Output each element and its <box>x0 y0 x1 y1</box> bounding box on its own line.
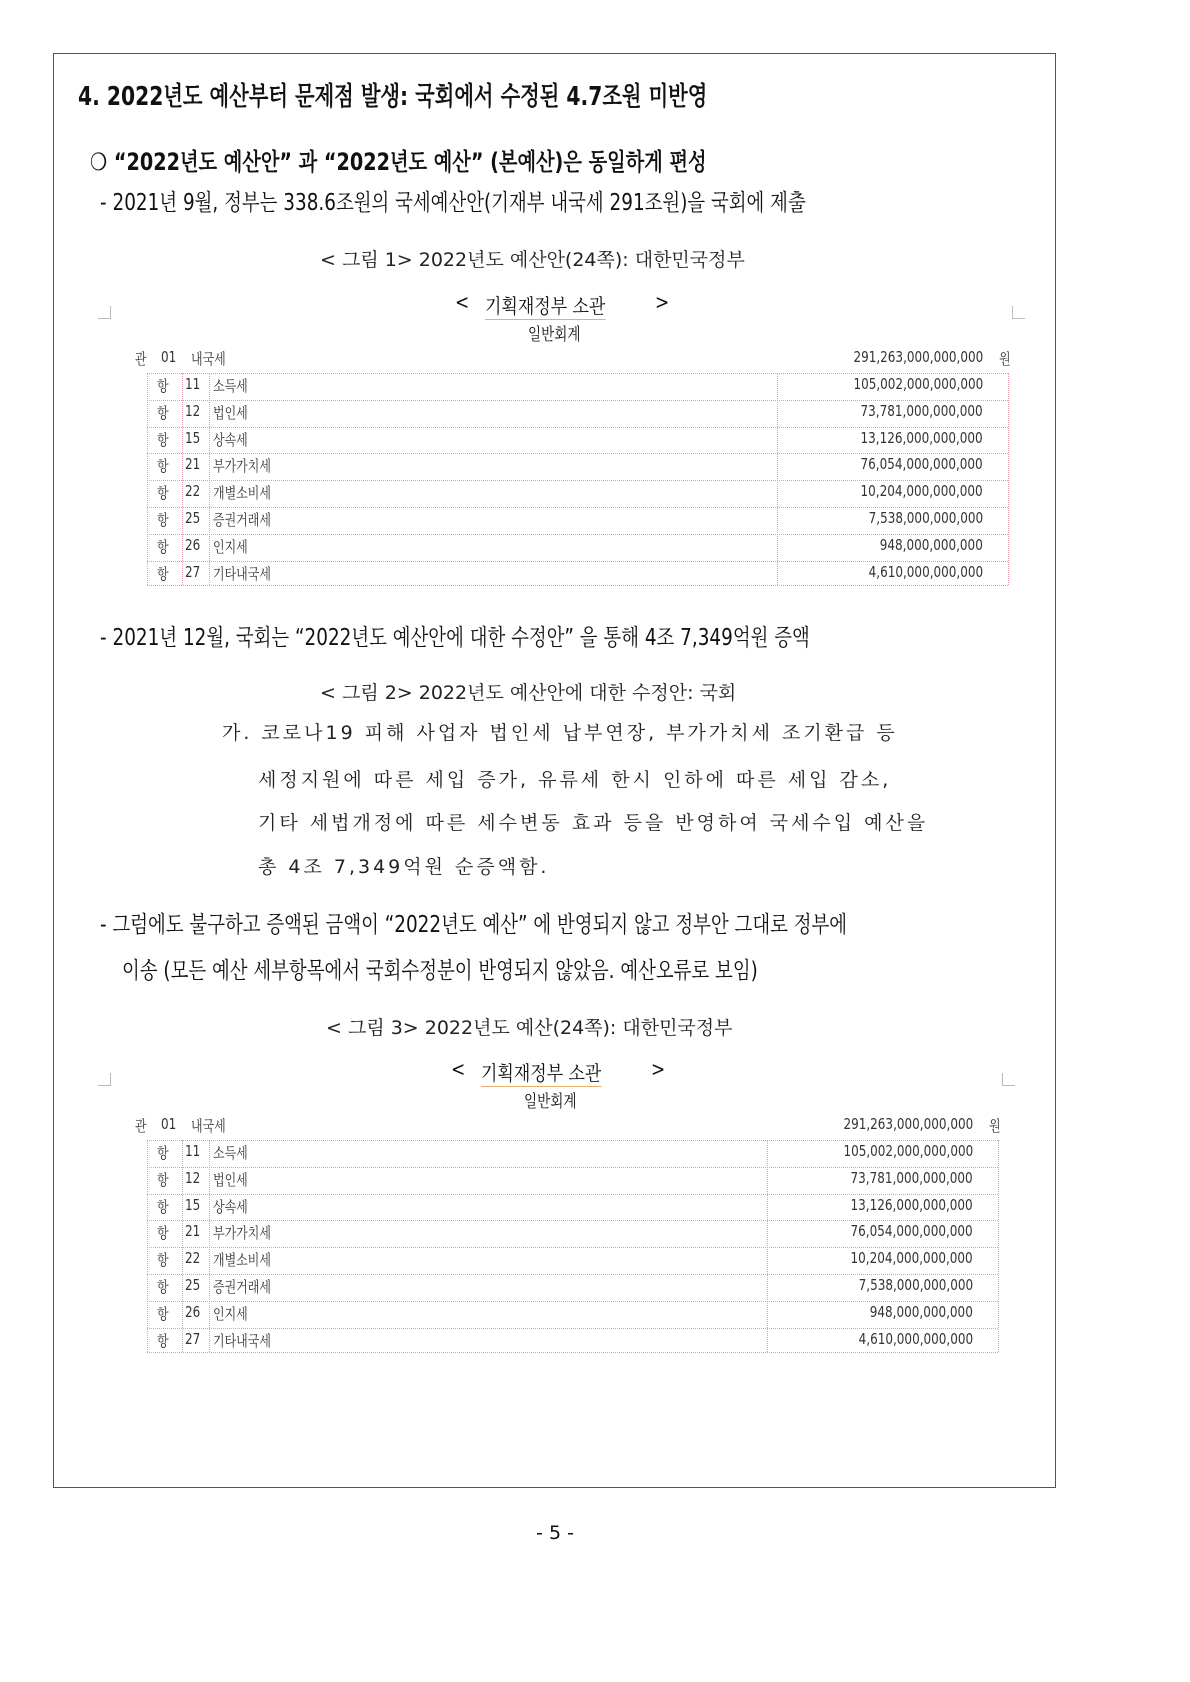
row-divider <box>147 373 1008 374</box>
amount: 10,204,000,000,000 <box>850 1249 973 1268</box>
row-divider <box>147 507 1008 508</box>
item-name: 인지세 <box>213 1304 248 1323</box>
table-title: 기획재정부 소관 <box>481 1057 601 1087</box>
figure-2-line: 세정지원에 따른 세입 증가, 유류세 한시 인하에 따른 세입 감소, <box>258 769 892 791</box>
kind-label: 항 <box>157 537 169 556</box>
amount: 10,204,000,000,000 <box>860 482 983 501</box>
table-title-right: > <box>651 1057 666 1081</box>
amount: 13,126,000,000,000 <box>850 1195 973 1214</box>
row-divider <box>147 1247 998 1248</box>
code-label: 21 <box>185 455 201 474</box>
row-divider <box>147 561 1008 562</box>
amount: 4,610,000,000,000 <box>858 1329 973 1348</box>
column-divider <box>767 1140 768 1352</box>
amount: 73,781,000,000,000 <box>850 1168 973 1187</box>
code-label: 25 <box>185 1276 201 1294</box>
code-label: 26 <box>185 535 201 554</box>
kind-label: 항 <box>157 457 169 476</box>
code-label: 26 <box>185 1302 201 1321</box>
item-name: 소득세 <box>213 377 248 395</box>
kind-label: 항 <box>157 1278 169 1296</box>
page-number: - 5 - <box>536 1522 574 1544</box>
amount: 76,054,000,000,000 <box>850 1222 973 1241</box>
paragraph-2: - 2021년 12월, 국회는 “2022년도 예산안에 대한 수정안” 을 통해 4조 7,349억원 증액 <box>100 625 810 651</box>
column-divider <box>998 1140 999 1352</box>
item-name: 인지세 <box>213 537 248 556</box>
figure-2-line: 기타 세법개정에 따른 세수변동 효과 등을 반영하여 국세수입 예산을 <box>258 812 929 834</box>
kind-label: 관 <box>135 350 147 368</box>
column-divider <box>147 1140 148 1352</box>
row-divider <box>147 534 1008 535</box>
code-label: 11 <box>185 375 201 393</box>
code-label: 22 <box>185 482 201 501</box>
kind-label: 항 <box>157 1170 169 1189</box>
code-label: 01 <box>161 348 177 366</box>
column-divider <box>209 1140 210 1352</box>
figure-1-caption: < 그림 1> 2022년도 예산안(24쪽): 대한민국정부 <box>320 249 745 271</box>
item-name: 개별소비세 <box>213 484 271 503</box>
code-label: 25 <box>185 509 201 527</box>
amount: 948,000,000,000 <box>869 1302 973 1321</box>
paragraph-1: - 2021년 9월, 정부는 338.6조원의 국세예산안(기재부 내국세 291조원)을 국회에 제출 <box>100 190 806 216</box>
corner-mark <box>98 1073 111 1086</box>
amount: 7,538,000,000,000 <box>868 509 983 527</box>
code-label: 21 <box>185 1222 201 1241</box>
code-label: 27 <box>185 1329 201 1348</box>
row-divider <box>147 1140 998 1141</box>
item-name: 부가가치세 <box>213 1224 271 1243</box>
code-label: 15 <box>185 1195 201 1214</box>
circle-bullet-icon: ❍ <box>90 148 108 176</box>
column-divider <box>1008 373 1009 585</box>
paragraph-3-line-2: 이송 (모든 예산 세부항목에서 국회수정분이 반영되지 않았음. 예산오류로 보임) <box>122 958 758 984</box>
row-divider <box>147 1167 998 1168</box>
item-name: 내국세 <box>191 350 226 368</box>
row-divider <box>147 453 1008 454</box>
amount: 105,002,000,000,000 <box>843 1142 973 1160</box>
kind-label: 항 <box>157 1331 169 1350</box>
code-label: 12 <box>185 1168 201 1187</box>
row-divider <box>147 400 1008 401</box>
kind-label: 항 <box>157 484 169 503</box>
kind-label: 항 <box>157 1304 169 1323</box>
code-label: 15 <box>185 428 201 447</box>
section-heading: 4. 2022년도 예산부터 문제점 발생: 국회에서 수정된 4.7조원 미반영 <box>78 82 708 112</box>
amount: 73,781,000,000,000 <box>860 401 983 420</box>
item-name: 내국세 <box>191 1117 226 1135</box>
code-label: 12 <box>185 401 201 420</box>
corner-mark <box>1012 306 1025 319</box>
amount: 291,263,000,000,000 <box>843 1115 973 1133</box>
figure-3-caption: < 그림 3> 2022년도 예산(24쪽): 대한민국정부 <box>326 1017 733 1039</box>
row-divider <box>147 1301 998 1302</box>
table-subtitle: 일반회계 <box>524 1092 577 1112</box>
item-name: 기타내국세 <box>213 564 271 583</box>
unit-label: 원 <box>989 1117 1001 1135</box>
table-title-right: > <box>655 290 670 314</box>
item-name: 법인세 <box>213 1170 248 1189</box>
amount: 291,263,000,000,000 <box>853 348 983 366</box>
kind-label: 항 <box>157 1197 169 1216</box>
kind-label: 항 <box>157 1251 169 1270</box>
kind-label: 항 <box>157 377 169 395</box>
amount: 948,000,000,000 <box>879 535 983 554</box>
table-subtitle: 일반회계 <box>528 325 581 345</box>
item-name: 법인세 <box>213 403 248 422</box>
column-divider <box>777 373 778 585</box>
kind-label: 항 <box>157 564 169 583</box>
column-divider <box>209 373 210 585</box>
row-divider <box>147 585 1008 586</box>
item-name: 증권거래세 <box>213 511 271 529</box>
bullet-text: “2022년도 예산안” 과 “2022년도 예산” (본예산)은 동일하게 편성 <box>113 148 707 176</box>
item-name: 기타내국세 <box>213 1331 271 1350</box>
code-label: 27 <box>185 562 201 581</box>
code-label: 01 <box>161 1115 177 1133</box>
item-name: 소득세 <box>213 1144 248 1162</box>
item-name: 개별소비세 <box>213 1251 271 1270</box>
table-title: 기획재정부 소관 <box>485 290 605 320</box>
kind-label: 항 <box>157 430 169 449</box>
table-title-left: < <box>451 1057 466 1081</box>
column-divider <box>182 373 183 585</box>
unit-label: 원 <box>999 350 1011 368</box>
row-divider <box>147 1274 998 1275</box>
amount: 13,126,000,000,000 <box>860 428 983 447</box>
column-divider <box>147 373 148 585</box>
row-divider <box>147 1328 998 1329</box>
row-divider <box>147 480 1008 481</box>
row-divider <box>147 1220 998 1221</box>
table-title-left: < <box>455 290 470 314</box>
corner-mark <box>98 306 111 319</box>
amount: 7,538,000,000,000 <box>858 1276 973 1294</box>
row-divider <box>147 1352 998 1353</box>
figure-2-line: 총 4조 7,349억원 순증액함. <box>258 856 550 878</box>
code-label: 22 <box>185 1249 201 1268</box>
paragraph-3-line-1: - 그럼에도 불구하고 증액된 금액이 “2022년도 예산” 에 반영되지 않고 정부안 그대로 정부에 <box>100 912 848 938</box>
item-name: 상속세 <box>213 430 248 449</box>
kind-label: 항 <box>157 1144 169 1162</box>
kind-label: 항 <box>157 1224 169 1243</box>
column-divider <box>182 1140 183 1352</box>
kind-label: 관 <box>135 1117 147 1135</box>
row-divider <box>147 1194 998 1195</box>
figure-2-line: 가. 코로나19 피해 사업자 법인세 납부연장, 부가가치세 조기환급 등 <box>222 722 898 744</box>
item-name: 증권거래세 <box>213 1278 271 1296</box>
item-name: 부가가치세 <box>213 457 271 476</box>
kind-label: 항 <box>157 511 169 529</box>
code-label: 11 <box>185 1142 201 1160</box>
amount: 4,610,000,000,000 <box>868 562 983 581</box>
amount: 76,054,000,000,000 <box>860 455 983 474</box>
corner-mark <box>1002 1073 1015 1086</box>
figure-2-caption: < 그림 2> 2022년도 예산안에 대한 수정안: 국회 <box>320 682 737 704</box>
row-divider <box>147 427 1008 428</box>
bullet-point <box>90 142 707 177</box>
amount: 105,002,000,000,000 <box>853 375 983 393</box>
item-name: 상속세 <box>213 1197 248 1216</box>
kind-label: 항 <box>157 403 169 422</box>
